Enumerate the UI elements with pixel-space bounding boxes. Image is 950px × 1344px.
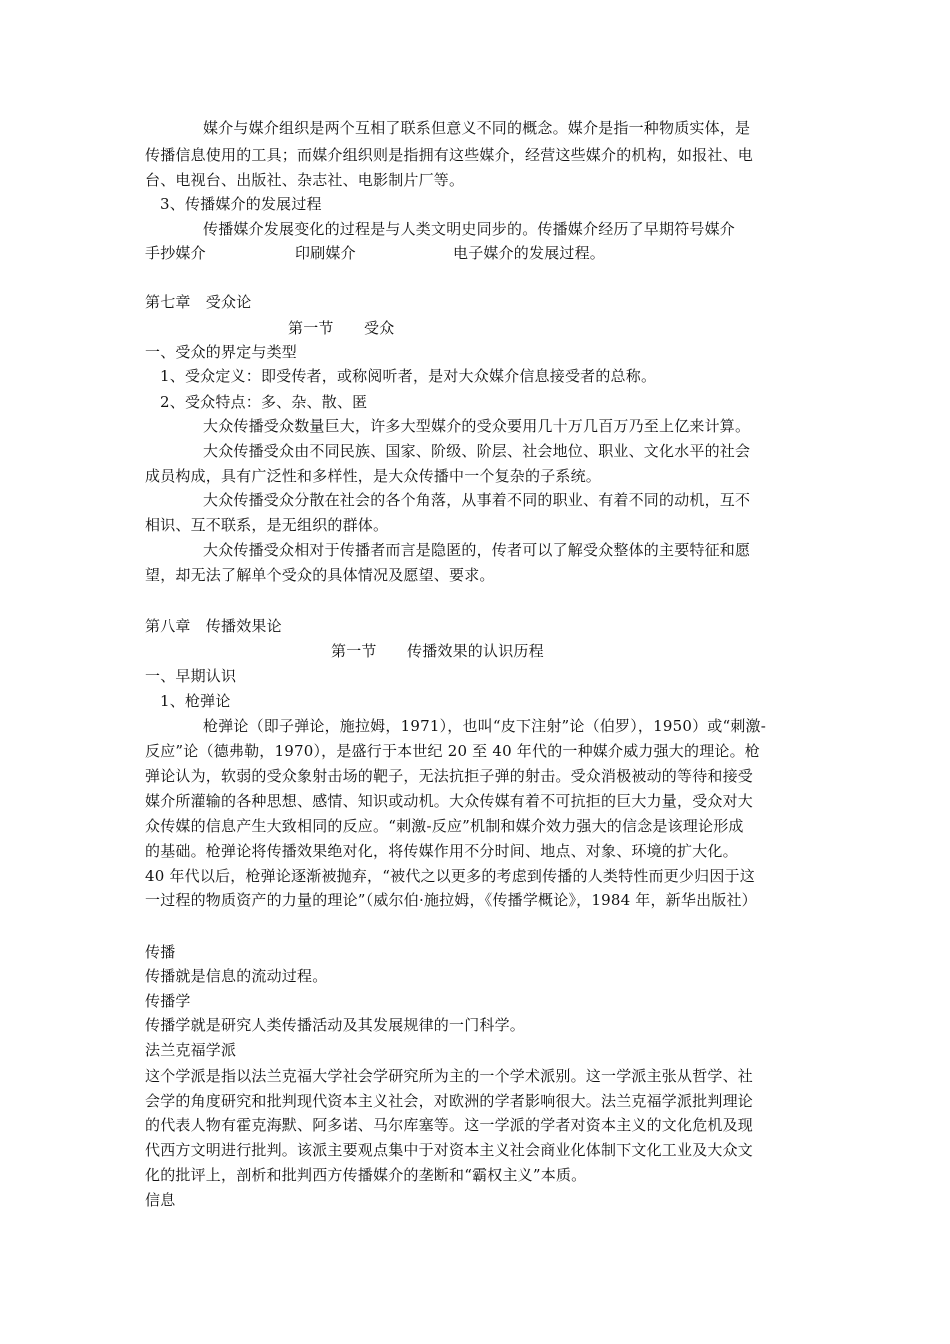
text-line: 传播信息使用的工具；而媒介组织则是指拥有这些媒介，经营这些媒介的机构，如报社、电 [145,146,754,164]
term-heading: 信息 [145,1191,176,1209]
text-line: 成员构成，具有广泛性和多样性，是大众传播中一个复杂的子系统。 [145,467,602,485]
text-line: 化的批评上，剖析和批判西方传播媒介的垄断和“霸权主义”本质。 [145,1166,587,1184]
text-line: 的代表人物有霍克海默、阿多诺、马尔库塞等。这一学派的学者对资本主义的文化危机及现 [145,1116,754,1134]
section-heading: 1、枪弹论 [160,692,231,710]
text-line: 大众传播受众数量巨大，许多大型媒介的受众要用几十万几百万乃至上亿来计算。 [203,417,751,435]
text-line: 媒介所灌输的各种思想、感情、知识或动机。大众传媒有着不可抗拒的巨大力量，受众对大 [145,792,754,810]
text-line: 传播学就是研究人类传播活动及其发展规律的一门科学。 [145,1016,526,1034]
text-line: 一过程的物质资产的力量的理论”（威尔伯·施拉姆，《传播学概论》，1984 年，新华出版社） [145,891,757,909]
text-line: 40 年代以后，枪弹论逐渐被抛弃，“被代之以更多的考虑到传播的人类特性而更少归因于这 [145,867,755,885]
text-line: 大众传播受众由不同民族、国家、阶级、阶层、社会地位、职业、文化水平的社会 [203,442,751,460]
text-line: 大众传播受众相对于传播者而言是隐匿的，传者可以了解受众整体的主要特征和愿 [203,541,751,559]
text-line: 台、电视台、出版社、杂志社、电影制片厂等。 [145,171,465,189]
section-title: 第一节 传播效果的认识历程 [331,642,544,660]
text-line [145,243,605,263]
text-line: 弹论认为，软弱的受众象射击场的靶子，无法抗拒子弹的射击。受众消极被动的等待和接受 [145,767,754,785]
text-line: 1、受众定义：即受传者，或称阅听者，是对大众媒介信息接受者的总称。 [160,367,657,385]
section-heading: 一、早期认识 [145,667,237,685]
section-title: 第一节 受众 [288,319,395,337]
text-line: 望，却无法了解单个受众的具体情况及愿望、要求。 [145,566,495,584]
chapter-heading: 第七章 受众论 [145,293,252,311]
section-heading: 一、受众的界定与类型 [145,343,298,361]
text-line: 媒介与媒介组织是两个互相了联系但意义不同的概念。媒介是指一种物质实体，是 [203,119,751,137]
text-line: 代西方文明进行批判。该派主要观点集中于对资本主义社会商业化体制下文化工业及大众文 [145,1141,754,1159]
text-line: 的基础。枪弹论将传播效果绝对化，将传媒作用不分时间、地点、对象、环境的扩大化。 [145,842,738,860]
text-line: 反应”论（德弗勒，1970），是盛行于本世纪 20 至 40 年代的一种媒介威力强大的理论。枪 [145,742,760,760]
term-heading: 传播学 [145,992,191,1010]
text-line: 传播媒介发展变化的过程是与人类文明史同步的。传播媒介经历了早期符号媒介 [203,220,736,238]
text-fragment: 电子媒介的发展过程。 [453,244,606,262]
section-heading: 3、传播媒介的发展过程 [160,195,322,213]
text-fragment: 印刷媒介 [295,244,356,262]
text-line: 会学的角度研究和批判现代资本主义社会，对欧洲的学者影响很大。法兰克福学派批判理论 [145,1092,754,1110]
text-line: 枪弹论（即子弹论，施拉姆，1971），也叫“皮下注射”论（伯罗），1950）或“刺激- [203,717,767,735]
term-heading: 法兰克福学派 [145,1041,237,1059]
chapter-heading: 第八章 传播效果论 [145,617,282,635]
term-heading: 传播 [145,943,176,961]
text-line: 2、受众特点：多、杂、散、匿 [160,393,368,411]
text-line: 相识、互不联系，是无组织的群体。 [145,516,389,534]
text-line: 传播就是信息的流动过程。 [145,967,328,985]
text-line: 这个学派是指以法兰克福大学社会学研究所为主的一个学术派别。这一学派主张从哲学、社 [145,1067,754,1085]
text-fragment: 手抄媒介 [145,244,206,262]
text-line: 大众传播受众分散在社会的各个角落，从事着不同的职业、有着不同的动机，互不 [203,491,751,509]
text-line: 众传媒的信息产生大致相同的反应。“刺激-反应”机制和媒介效力强大的信念是该理论形成 [145,817,744,835]
